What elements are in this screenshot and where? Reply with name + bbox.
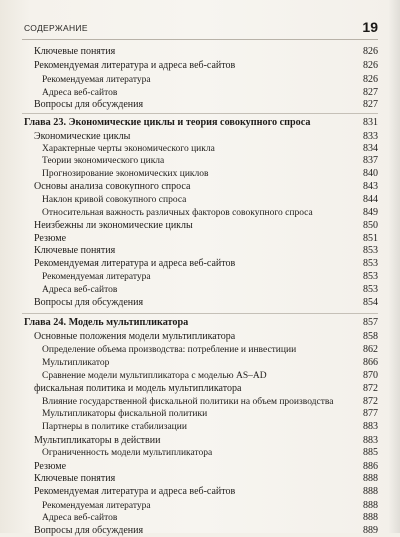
toc-entry-row [22,435,378,447]
toc-page-number: 854 [363,296,378,308]
toc-entry-label: Влияние государственной фискальной политики на объем производства [42,396,334,407]
toc-entry-label: Рекомендуемая литература и адреса веб-сайтов [34,258,236,270]
toc-entry-label: Адреса веб-сайтов [42,512,118,523]
toc-page-number: 883 [363,434,378,446]
toc-entry-label: Ограниченность модели мультипликатора [42,447,213,458]
toc-page-number: 888 [363,511,378,523]
toc-entry-label: фискальная политика и модель мультипликатора [34,382,242,394]
toc-entry-row [22,220,378,232]
toc-entry-row [22,357,378,369]
toc-entry-label: Рекомендуемая литература [42,500,151,511]
table-of-contents [22,46,378,537]
toc-page-number: 827 [363,98,378,110]
toc-entry-row [22,194,378,206]
toc-entry-label: Характерные черты экономического цикла [42,144,215,155]
toc-entry-row [22,99,378,111]
toc-entry-row [22,87,378,99]
toc-entry-row [22,500,378,512]
toc-page-number: 826 [363,46,378,57]
toc-entry-row [22,258,378,270]
toc-page-number: 888 [363,486,378,498]
toc-entry-row [22,344,378,356]
toc-entry-label: Теории экономического цикла [42,156,165,167]
toc-entry-label: Вопросы для обсуждения [34,296,144,308]
toc-entry-row [22,447,378,459]
toc-entry-row [22,131,378,143]
toc-page-number: 886 [363,460,378,472]
toc-page-number: 850 [363,219,378,231]
toc-page-number: 872 [363,382,378,394]
toc-entry-label: Неизбежны ли экономические циклы [34,219,193,231]
toc-entry-row [22,297,378,309]
toc-page-number: 853 [363,258,378,270]
toc-page-number: 844 [363,194,378,206]
toc-page-number: 843 [363,180,378,192]
header-rule [22,39,378,40]
toc-entry-row [22,486,378,498]
toc-page-number: 889 [363,525,378,537]
toc-page-number: 883 [363,421,378,433]
toc-entry-label: Экономические циклы [34,130,131,142]
toc-entry-label: Прогнозирование экономических циклов [42,168,209,179]
toc-entry-label: Вопросы для обсуждения [34,525,144,537]
toc-entry-row [22,370,378,382]
chapter-separator [22,113,378,114]
toc-chapter-row [22,117,378,129]
toc-entry-row [22,60,378,72]
toc-entry-label: Рекомендуемая литература и адреса веб-сайтов [34,60,236,72]
toc-page-number: 827 [363,86,378,98]
toc-page-number: 885 [363,446,378,458]
toc-page-number: 888 [363,499,378,511]
toc-entry-label: Адреса веб-сайтов [42,284,118,295]
toc-entry-row [22,46,378,58]
toc-entry-label: Мультипликатор [42,358,110,369]
toc-page-number: 826 [363,60,378,72]
toc-entry-row [22,74,378,86]
toc-entry-label: Относительная важность различных факторов совокупного спроса [42,208,313,219]
toc-entry-label: Резюме [34,232,67,244]
toc-entry-row [22,473,378,485]
toc-page-number: 834 [363,143,378,155]
toc-page-number: 853 [363,244,378,256]
toc-page-number: 857 [363,316,378,328]
toc-entry-row [22,284,378,296]
toc-entry-row [22,143,378,155]
toc-entry-label: Вопросы для обсуждения [34,98,144,110]
toc-entry-row [22,461,378,473]
toc-entry-label: Сравнение модели мультипликатора с моделью AS–AD [42,371,267,382]
toc-entry-row [22,271,378,283]
toc-page-number: 877 [363,408,378,420]
toc-entry-label: Резюме [34,460,67,472]
toc-entry-label: Рекомендуемая литература и адреса веб-сайтов [34,486,236,498]
toc-chapter-row [22,317,378,329]
toc-entry-row [22,396,378,408]
chapter-separator [22,313,378,314]
toc-entry-row [22,155,378,167]
toc-page-number: 849 [363,207,378,219]
toc-entry-row [22,181,378,193]
toc-page-number: 862 [363,343,378,355]
toc-entry-label: Основные положения модели мультипликатора [34,330,236,342]
toc-page-number: 851 [363,232,378,244]
toc-entry-label: Определение объема производства: потребление и инвестиции [42,344,297,355]
toc-page-number: 833 [363,130,378,142]
toc-page-number: 858 [363,330,378,342]
toc-page-number: 837 [363,155,378,167]
toc-chapter-title: Глава 23. Экономические циклы и теория совокупного спроса [24,116,311,128]
toc-entry-label: Адреса веб-сайтов [42,87,118,98]
toc-entry-row [22,383,378,395]
toc-entry-label: Ключевые понятия [34,46,116,57]
toc-page-number: 831 [363,116,378,128]
toc-page-number: 853 [363,283,378,295]
toc-entry-label: Основы анализа совокупного спроса [34,180,191,192]
toc-page-number: 826 [363,74,378,86]
toc-page-number: 888 [363,473,378,485]
toc-entry-row [22,421,378,433]
toc-entry-row [22,408,378,420]
toc-entry-row [22,233,378,245]
toc-entry-label: Рекомендуемая литература [42,272,151,283]
page-header [24,19,378,37]
toc-entry-row [22,512,378,524]
toc-entry-label: Ключевые понятия [34,244,116,256]
toc-page-number: 870 [363,370,378,382]
toc-page-number: 866 [363,357,378,369]
toc-entry-label: Ключевые понятия [34,473,116,485]
toc-chapter-title: Глава 24. Модель мультипликатора [24,316,189,328]
page-number: 19 [362,19,378,35]
toc-entry-row [22,245,378,257]
toc-entry-row [22,168,378,180]
toc-page-number: 872 [363,395,378,407]
toc-entry-row [22,525,378,537]
toc-entry-label: Рекомендуемая литература [42,75,151,86]
toc-page-number: 853 [363,271,378,283]
running-title: СОДЕРЖАНИЕ [24,23,88,33]
toc-entry-label: Мультипликаторы фискальной политики [42,409,208,420]
toc-entry-label: Партнеры в политике стабилизации [42,422,187,433]
toc-entry-row [22,207,378,219]
toc-page-number: 840 [363,167,378,179]
toc-entry-label: Наклон кривой совокупного спроса [42,195,187,206]
toc-entry-row [22,331,378,343]
toc-entry-label: Мультипликаторы в действии [34,434,161,446]
